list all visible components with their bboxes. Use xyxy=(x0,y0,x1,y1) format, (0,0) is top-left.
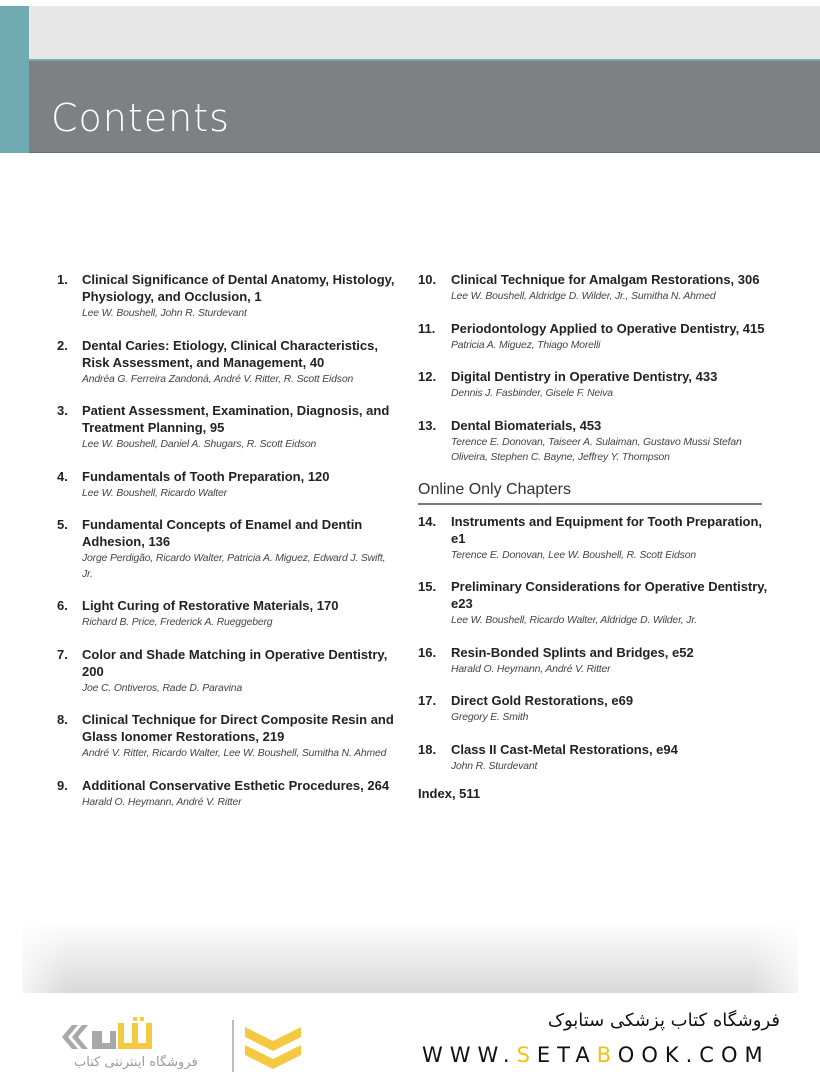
chapter-authors: Patricia A. Miguez, Thiago Morelli xyxy=(451,339,601,351)
chapter-authors: John R. Sturdevant xyxy=(451,760,538,772)
chapter-title[interactable]: Periodontology Applied to Operative Dentistry, 415 xyxy=(451,320,765,336)
chapter-title[interactable]: Fundamentals of Tooth Preparation, 120 xyxy=(82,468,330,484)
toc-entry-9[interactable] xyxy=(57,777,397,811)
toc-entry-4[interactable] xyxy=(57,468,397,502)
toc-entry-13[interactable] xyxy=(418,417,768,466)
chapter-authors: Terence E. Donovan, Lee W. Boushell, R. Scott Eidson xyxy=(451,549,696,561)
online-chapters-heading: Online Only Chapters xyxy=(418,481,762,505)
chapter-number: 11. xyxy=(418,320,436,336)
chapter-number: 9. xyxy=(57,777,68,793)
chapter-title[interactable]: Class II Cast-Metal Restorations, e94 xyxy=(451,741,678,757)
logo-subtitle: فروشگاه اینترنتی کتاب xyxy=(74,1055,198,1070)
chapter-authors: André V. Ritter, Ricardo Walter, Lee W. Boushell, Sumitha N. Ahmed xyxy=(82,748,387,759)
toc-entry-10[interactable] xyxy=(418,271,768,305)
chapter-title[interactable]: Clinical Technique for Amalgam Restorations, 306 xyxy=(451,272,760,287)
chapter-authors: Lee W. Boushell, Daniel A. Shugars, R. Scott Eidson xyxy=(82,439,317,450)
chapter-number: 13. xyxy=(418,417,437,433)
chapter-number: 2. xyxy=(57,337,68,353)
chapter-number: 10. xyxy=(418,272,437,287)
toc-entry-15[interactable] xyxy=(418,578,768,629)
chapter-title[interactable]: Dental Biomaterials, 453 xyxy=(451,417,602,433)
chapter-authors: Lee W. Boushell, Aldridge D. Wilder, Jr., Sumitha N. Ahmed xyxy=(451,291,716,302)
logo-divider xyxy=(232,1020,234,1072)
chapter-number: 14. xyxy=(418,513,437,529)
chapter-authors: Lee W. Boushell, Ricardo Walter xyxy=(82,487,227,499)
chapter-number: 16. xyxy=(418,644,437,660)
chapter-authors: Jorge Perdigão, Ricardo Walter, Patricia A. Miguez, Edward J. Swift, Jr. xyxy=(82,553,386,580)
chapter-number: 7. xyxy=(57,646,68,662)
chapter-title[interactable]: Preliminary Considerations for Operative Dentistry, e23 xyxy=(451,579,768,611)
store-url-link[interactable] xyxy=(422,1043,770,1067)
chapter-number: 8. xyxy=(57,712,68,727)
url-part-highlight: B xyxy=(596,1043,618,1067)
url-part: WWW. xyxy=(422,1043,517,1067)
toc-entry-1[interactable] xyxy=(57,271,397,322)
chapter-title[interactable]: Additional Conservative Esthetic Procedures, 264 xyxy=(82,777,390,793)
chapter-number: 18. xyxy=(418,741,437,757)
header-top-band xyxy=(29,6,820,59)
index-entry[interactable]: Index, 511 xyxy=(418,786,481,801)
chapter-number: 5. xyxy=(57,517,68,532)
url-part-highlight: S xyxy=(516,1043,537,1067)
chapter-title[interactable]: Color and Shade Matching in Operative Dentistry, 200 xyxy=(82,646,388,679)
toc-entry-6[interactable] xyxy=(57,597,397,631)
toc-entry-2[interactable] xyxy=(57,337,397,388)
chapter-authors: Dennis J. Fasbinder, Gisele F. Neiva xyxy=(451,388,613,399)
toc-entry-12[interactable] xyxy=(418,368,768,402)
header-accent-bar xyxy=(0,6,29,153)
chapter-title[interactable]: Fundamental Concepts of Enamel and Dentin Adhesion, 136 xyxy=(82,517,363,549)
chapter-authors: Andréa G. Ferreira Zandoná, André V. Ritter, R. Scott Eidson xyxy=(82,373,354,385)
toc-entry-3[interactable] xyxy=(57,402,397,453)
chapter-number: 3. xyxy=(57,403,68,418)
toc-entry-18[interactable] xyxy=(418,741,768,775)
chapter-authors: Gregory E. Smith xyxy=(451,712,529,723)
setabook-logo-icon xyxy=(60,1015,320,1080)
chapter-title[interactable]: Clinical Technique for Direct Composite Resin and Glass Ionomer Restorations, 219 xyxy=(82,712,394,744)
chapter-number: 6. xyxy=(57,598,68,613)
chapter-authors: Harald O. Heymann, André V. Ritter xyxy=(82,796,242,808)
chapter-title[interactable]: Digital Dentistry in Operative Dentistry, 433 xyxy=(451,369,718,384)
toc-entry-16[interactable] xyxy=(418,644,768,678)
toc-entry-14[interactable] xyxy=(418,513,768,564)
page-bottom-shadow xyxy=(22,920,798,993)
chapter-authors: Lee W. Boushell, John R. Sturdevant xyxy=(82,308,247,319)
chapter-number: 15. xyxy=(418,579,437,594)
chapter-title[interactable]: Light Curing of Restorative Materials, 170 xyxy=(82,598,339,613)
url-part: OOK.COM xyxy=(617,1043,770,1067)
toc-column-right xyxy=(418,271,768,802)
toc-entry-17[interactable] xyxy=(418,692,768,726)
chapter-number: 12. xyxy=(418,369,437,384)
toc-entry-5[interactable] xyxy=(57,516,397,582)
chapter-number: 17. xyxy=(418,693,437,708)
chapter-title[interactable]: Resin-Bonded Splints and Bridges, e52 xyxy=(451,644,694,660)
chapter-number: 1. xyxy=(57,272,68,287)
toc-entry-8[interactable] xyxy=(57,711,397,762)
toc-entry-11[interactable] xyxy=(418,320,768,354)
chapter-authors: Lee W. Boushell, Ricardo Walter, Aldridge D. Wilder, Jr. xyxy=(451,615,697,626)
chapter-title[interactable]: Direct Gold Restorations, e69 xyxy=(451,693,634,708)
url-part: ETA xyxy=(536,1043,597,1067)
chapter-number: 4. xyxy=(57,468,68,484)
chapter-authors: Harald O. Heymann, André V. Ritter xyxy=(451,663,611,675)
chapter-authors: Terence E. Donovan, Taiseer A. Sulaiman, Gustavo Mussi Stefan Oliveira, Stephen C. Bayne, Jeffrey Y. Thompson xyxy=(451,436,742,463)
toc-column-left xyxy=(57,271,397,825)
chapter-authors: Joe C. Ontiveros, Rade D. Paravina xyxy=(82,682,243,694)
chapter-title[interactable]: Clinical Significance of Dental Anatomy, Histology, Physiology, and Occlusion, 1 xyxy=(82,272,395,304)
chapter-title[interactable]: Instruments and Equipment for Tooth Preparation, e1 xyxy=(451,513,763,546)
page-title: Contents xyxy=(51,96,230,140)
chapter-title[interactable]: Dental Caries: Etiology, Clinical Characteristics, Risk Assessment, and Management, 40 xyxy=(82,337,378,370)
chapter-authors: Richard B. Price, Frederick A. Rueggeberg xyxy=(82,617,273,628)
store-name: فروشگاه کتاب پزشکی ستابوک xyxy=(547,1010,780,1031)
chapter-title[interactable]: Patient Assessment, Examination, Diagnosis, and Treatment Planning, 95 xyxy=(82,403,390,435)
toc-entry-7[interactable] xyxy=(57,646,397,697)
